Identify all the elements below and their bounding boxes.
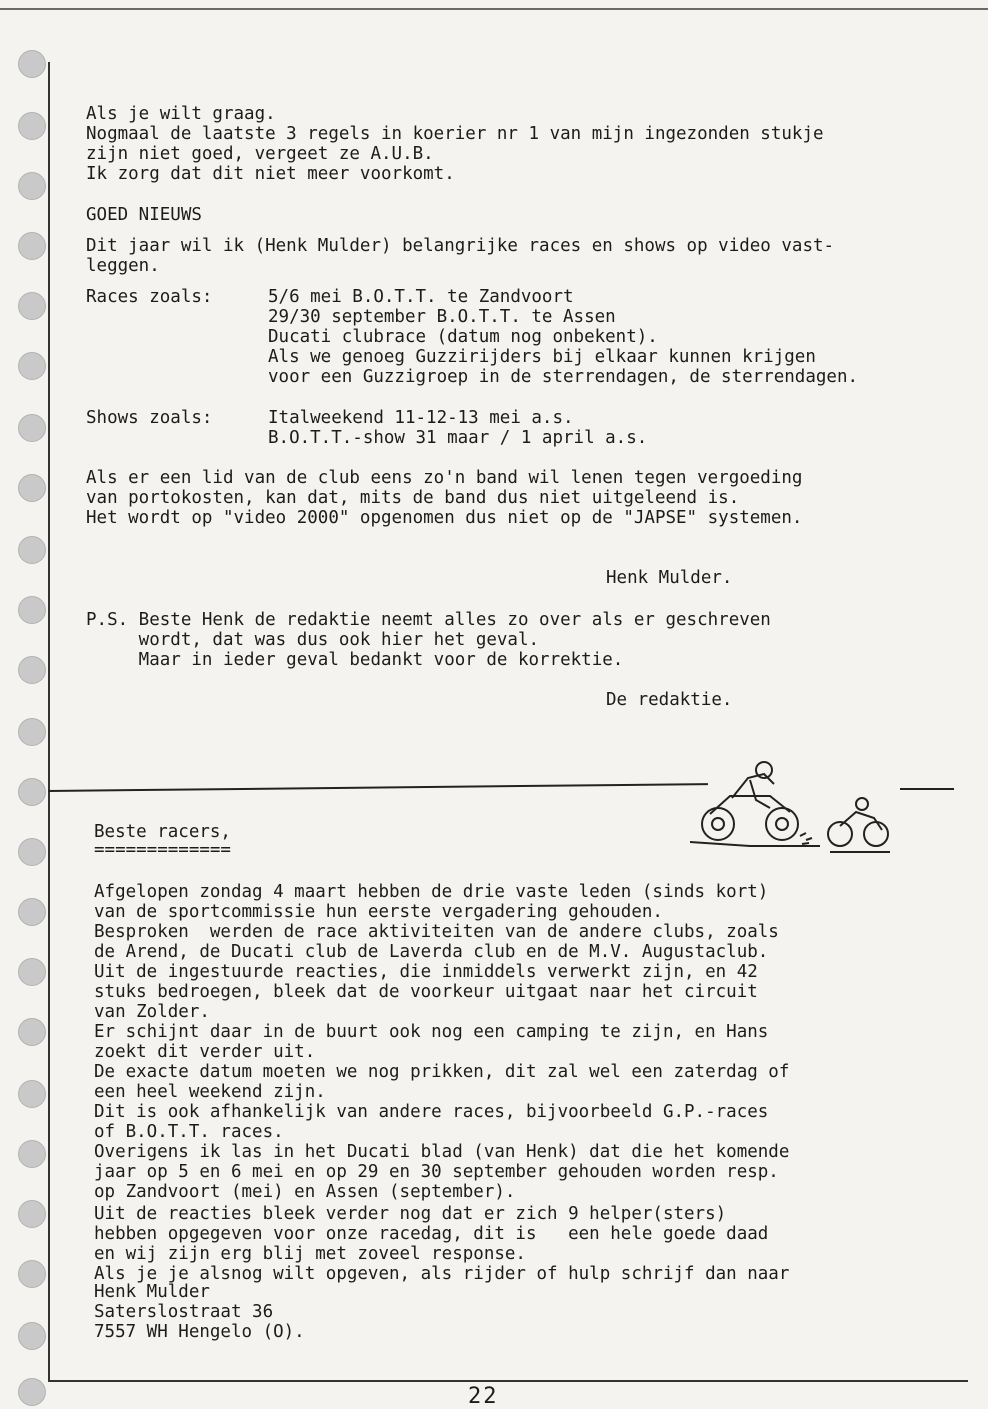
race-item: 5/6 mei B.O.T.T. te Zandvoort — [268, 287, 574, 307]
body-line: van Zolder. — [94, 1002, 210, 1022]
show-item: Italweekend 11-12-13 mei a.s. — [268, 408, 574, 428]
binder-hole-icon — [18, 958, 46, 986]
intro-line: leggen. — [86, 256, 160, 276]
binder-hole-icon — [18, 1200, 46, 1228]
letter1-line: Als je wilt graag. — [86, 104, 276, 124]
body-line: Uit de ingestuurde reacties, die inmiddels verwerkt zijn, en 42 — [94, 962, 758, 982]
body-line: Dit is ook afhankelijk van andere races, bijvoorbeeld G.P.-races — [94, 1102, 769, 1122]
body-line: Overigens ik las in het Ducati blad (van Henk) dat die het komende — [94, 1142, 790, 1162]
binder-hole-icon — [18, 112, 46, 140]
section-divider — [48, 783, 708, 792]
section-divider-tail — [900, 788, 954, 790]
shows-label: Shows zoals: — [86, 408, 213, 428]
binder-hole-icon — [18, 778, 46, 806]
section-heading: GOED NIEUWS — [86, 205, 202, 225]
binder-hole-icon — [18, 898, 46, 926]
body-line: de Arend, de Ducati club de Laverda club en de M.V. Augustaclub. — [94, 942, 769, 962]
binder-hole-icon — [18, 838, 46, 866]
binder-hole-icon — [18, 596, 46, 624]
binder-hole-icon — [18, 718, 46, 746]
binder-hole-icon — [18, 232, 46, 260]
binder-hole-icon — [18, 536, 46, 564]
greeting: Beste racers, — [94, 822, 231, 842]
page-bottom-line — [48, 1380, 968, 1382]
binder-hole-icon — [18, 50, 46, 78]
letter1-line: zijn niet goed, vergeet ze A.U.B. — [86, 144, 434, 164]
body-line: Als je je alsnog wilt opgeven, als rijder of hulp schrijf dan naar — [94, 1264, 790, 1284]
intro-line: Dit jaar wil ik (Henk Mulder) belangrijke races en shows op video vast- — [86, 236, 835, 256]
page-number: 22 — [468, 1384, 499, 1409]
greeting-underline: ============= — [94, 840, 231, 860]
motorcycle-racers-icon — [690, 756, 900, 866]
binder-hole-icon — [18, 1378, 46, 1406]
binder-hole-icon — [18, 172, 46, 200]
scan-top-edge — [0, 8, 988, 10]
race-item: Als we genoeg Guzzirijders bij elkaar kunnen krijgen — [268, 347, 816, 367]
lend-line: van portokosten, kan dat, mits de band dus niet uitgeleend is. — [86, 488, 740, 508]
ps-line: Maar in ieder geval bedankt voor de korrektie. — [86, 650, 624, 670]
race-item: voor een Guzzigroep in de sterrendagen, de sterrendagen. — [268, 367, 859, 387]
binder-hole-icon — [18, 656, 46, 684]
address-name: Henk Mulder — [94, 1282, 210, 1302]
body-line: stuks bedroegen, bleek dat de voorkeur uitgaat naar het circuit — [94, 982, 758, 1002]
body-line: zoekt dit verder uit. — [94, 1042, 316, 1062]
binder-hole-icon — [18, 1322, 46, 1350]
body-line: hebben opgegeven voor onze racedag, dit is een hele goede daad — [94, 1224, 769, 1244]
body-line: of B.O.T.T. races. — [94, 1122, 284, 1142]
body-line: een heel weekend zijn. — [94, 1082, 326, 1102]
binder-hole-icon — [18, 414, 46, 442]
body-line: De exacte datum moeten we nog prikken, dit zal wel een zaterdag of — [94, 1062, 790, 1082]
show-item: B.O.T.T.-show 31 maar / 1 april a.s. — [268, 428, 648, 448]
binder-hole-icon — [18, 1260, 46, 1288]
ps-signature: De redaktie. — [606, 690, 733, 710]
lend-line: Het wordt op "video 2000" opgenomen dus niet op de "JAPSE" systemen. — [86, 508, 803, 528]
binder-hole-icon — [18, 1140, 46, 1168]
body-line: op Zandvoort (mei) en Assen (september). — [94, 1182, 516, 1202]
body-line: Uit de reacties bleek verder nog dat er zich 9 helper(sters) — [94, 1204, 727, 1224]
binder-hole-icon — [18, 474, 46, 502]
lend-line: Als er een lid van de club eens zo'n band wil lenen tegen vergoeding — [86, 468, 803, 488]
race-item: Ducati clubrace (datum nog onbekent). — [268, 327, 658, 347]
body-line: Afgelopen zondag 4 maart hebben de drie vaste leden (sinds kort) — [94, 882, 769, 902]
letter1-line: Ik zorg dat dit niet meer voorkomt. — [86, 164, 455, 184]
binder-hole-icon — [18, 352, 46, 380]
signature: Henk Mulder. — [606, 568, 733, 588]
body-line: Er schijnt daar in de buurt ook nog een camping te zijn, en Hans — [94, 1022, 769, 1042]
ps-line: wordt, dat was dus ook hier het geval. — [86, 630, 540, 650]
binder-hole-icon — [18, 292, 46, 320]
body-line: en wij zijn erg blij met zoveel response. — [94, 1244, 526, 1264]
races-label: Races zoals: — [86, 287, 213, 307]
body-line: jaar op 5 en 6 mei en op 29 en 30 september gehouden worden resp. — [94, 1162, 779, 1182]
race-item: 29/30 september B.O.T.T. te Assen — [268, 307, 616, 327]
binder-hole-icon — [18, 1080, 46, 1108]
address-street: Saterslostraat 36 — [94, 1302, 274, 1322]
binder-hole-icon — [18, 1018, 46, 1046]
letter1-line: Nogmaal de laatste 3 regels in koerier nr 1 van mijn ingezonden stukje — [86, 124, 824, 144]
address-city: 7557 WH Hengelo (O). — [94, 1322, 305, 1342]
ps-line: P.S. Beste Henk de redaktie neemt alles zo over als er geschreven — [86, 610, 771, 630]
page-margin-line — [48, 62, 50, 1380]
body-line: Besproken werden de race aktiviteiten van de andere clubs, zoals — [94, 922, 779, 942]
body-line: van de sportcommissie hun eerste vergadering gehouden. — [94, 902, 663, 922]
